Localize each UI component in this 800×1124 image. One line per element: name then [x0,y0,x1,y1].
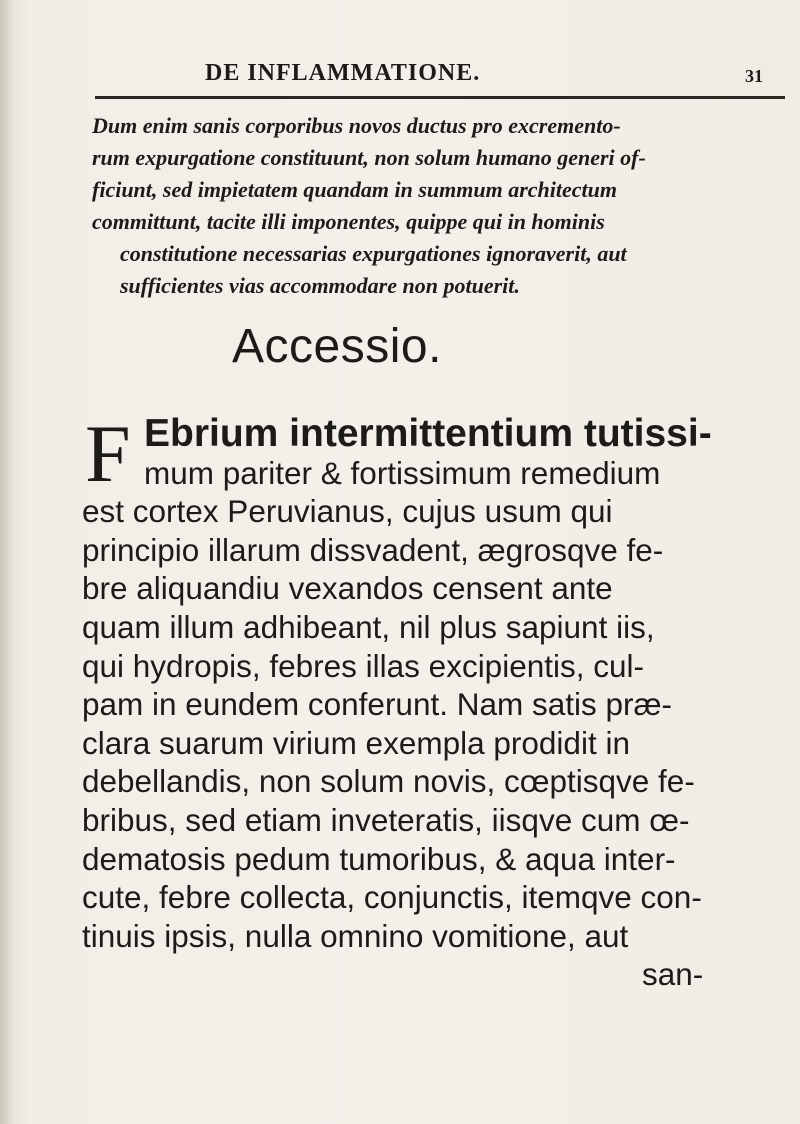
body-line: est cortex Peruvianus, cujus usum qui [82,493,613,530]
body-line: cute, febre collecta, conjunctis, itemqve con- [82,879,702,916]
catchword: san- [642,956,704,993]
header-rule [95,96,785,99]
body-paragraph [82,408,772,994]
intro-line: committunt, tacite illi imponentes, quippe qui in hominis [92,209,605,234]
page-number: 31 [745,66,763,86]
intro-paragraph [92,110,782,302]
drop-cap: F [85,408,131,499]
body-line: pam in eundem conferunt. Nam satis præ- [82,686,673,723]
body-line: dematosis pedum tumoribus, & aqua inter- [82,840,676,877]
body-line: bre aliquandiu vexandos censent ante [82,570,613,607]
body-line: quam illum adhibeant, nil plus sapiunt iis, [82,608,655,645]
intro-line: constitutione necessarias expurgationes ignoraverit, aut [120,241,627,266]
body-line: Ebrium intermittentium tutissi- [144,412,712,455]
page-header [95,60,775,90]
body-line: tinuis ipsis, nulla omnino vomitione, aut [82,917,629,954]
body-line: debellandis, non solum novis, cœptisqve fe- [82,763,695,800]
intro-line: ficiunt, sed impietatem quandam in summum architectum [92,177,618,202]
body-line: mum pariter & fortissimum remedium [144,454,661,491]
running-head: DE INFLAMMATIONE. [205,60,481,86]
body-line: principio illarum dissvadent, ægrosqve fe- [82,531,664,568]
body-line: qui hydropis, febres illas excipientis, cul- [82,647,645,684]
intro-line: sufficientes vias accommodare non potuerit. [120,273,520,298]
intro-line: Dum enim sanis corporibus novos ductus pro excremento- [92,113,621,138]
intro-line: rum expurgatione constituunt, non solum humano generi of- [92,145,646,170]
body-line: bribus, sed etiam inveteratis, iisqve cum œ- [82,801,690,838]
section-title: Accessio. [232,320,442,373]
page-gutter [0,0,14,1124]
body-line: clara suarum virium exempla prodidit in [82,724,630,761]
